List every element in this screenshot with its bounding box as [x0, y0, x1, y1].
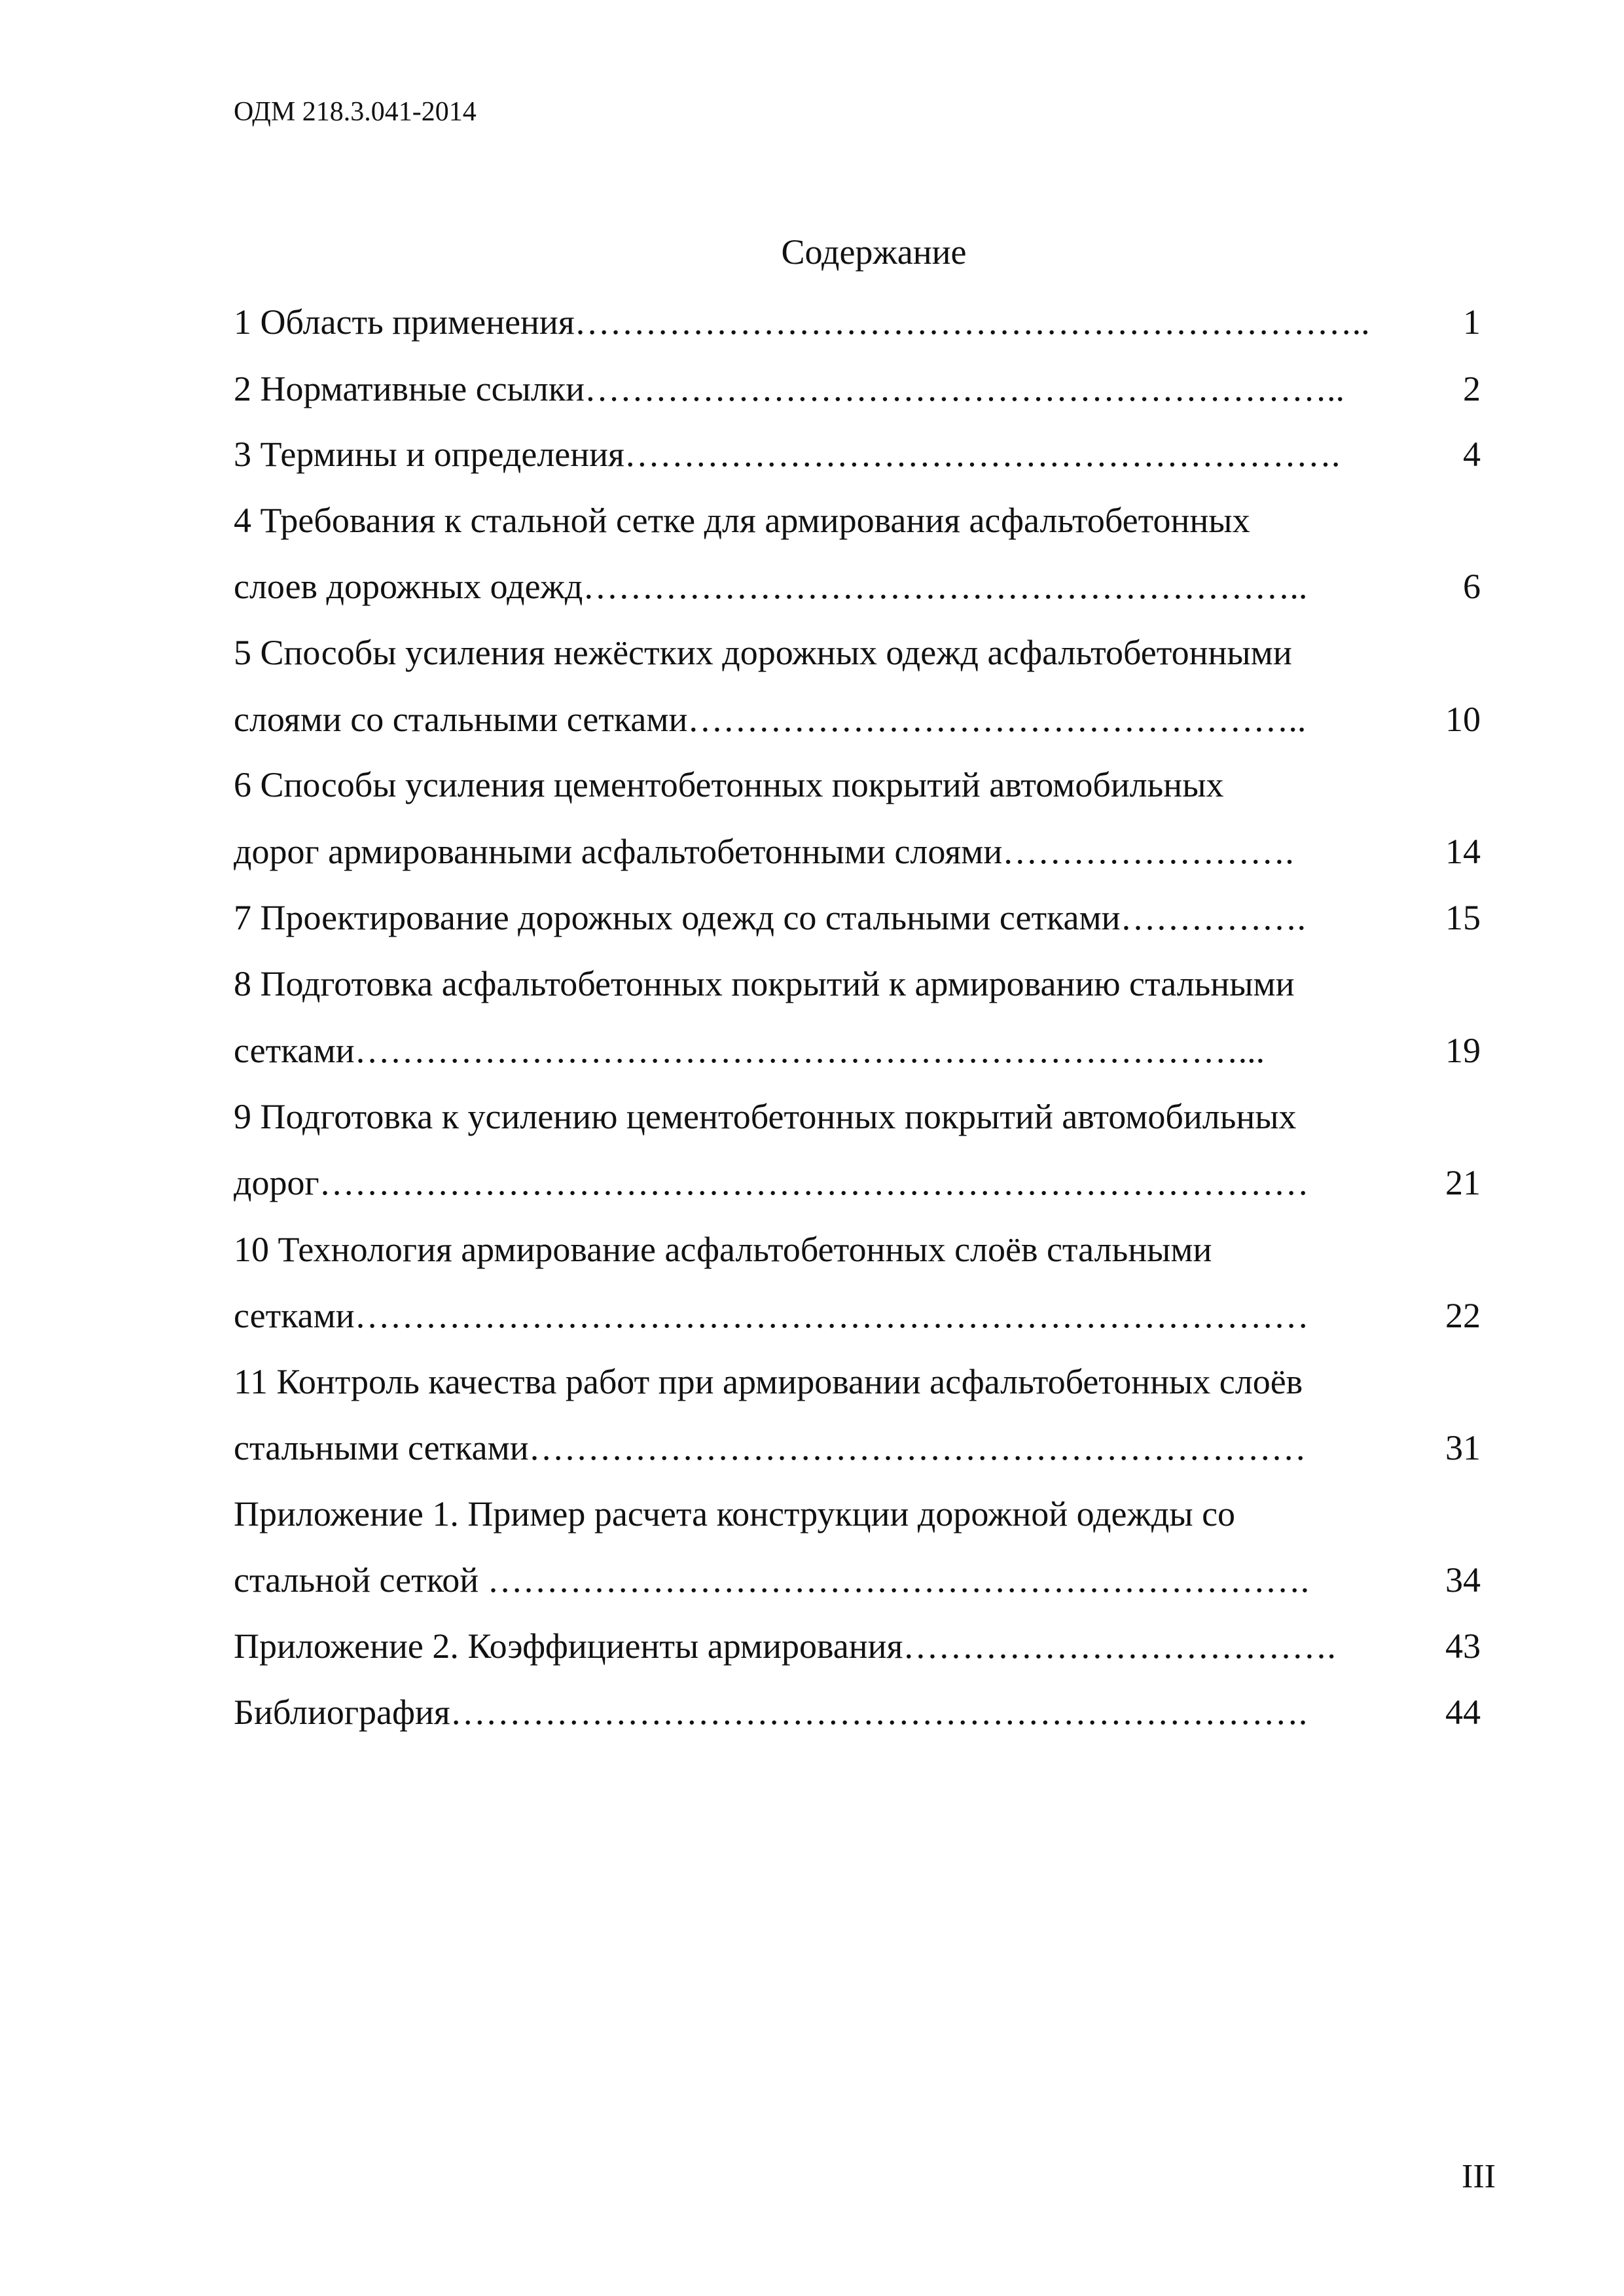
toc-entry-text: дорог армированными асфальтобетонными слоями……………………. — [234, 832, 1294, 871]
toc-entry-page: 4 — [1463, 435, 1481, 474]
toc-entry-text: 6 Способы усиления цементобетонных покрытий автомобильных — [234, 765, 1224, 804]
toc-entry-text: стальной сеткой ……………………………………………………………. — [234, 1560, 1310, 1600]
toc-entry-page: 10 — [1445, 700, 1481, 739]
toc-entry-text: 8 Подготовка асфальтобетонных покрытий к армированию стальными — [234, 964, 1295, 1003]
toc-entry-text: 2 Нормативные ссылки……………………………………………………….. — [234, 369, 1344, 408]
toc-entry-text: сетками……………………………………………………………………… — [234, 1296, 1309, 1335]
toc-entry-text: Приложение 2. Коэффициенты армирования………………………………. — [234, 1626, 1336, 1666]
toc-entry-page: 22 — [1445, 1296, 1481, 1335]
toc-entry-text: дорог………………………………………………………………………… — [234, 1163, 1309, 1202]
toc-entry-page: 43 — [1445, 1626, 1481, 1666]
toc-entry-page: 2 — [1463, 369, 1481, 408]
toc-entry-text: 9 Подготовка к усилению цементобетонных покрытий автомобильных — [234, 1097, 1297, 1136]
toc-entry-text: 7 Проектирование дорожных одежд со стальными сетками……………. — [234, 898, 1307, 937]
toc-entry-page: 15 — [1445, 898, 1481, 937]
toc-entry-page: 31 — [1445, 1428, 1481, 1467]
toc-entry-page: 1 — [1463, 302, 1481, 342]
toc-entry-page: 44 — [1445, 1693, 1481, 1732]
toc-entry-page: 34 — [1445, 1560, 1481, 1600]
toc-entry-text: 10 Технология армирование асфальтобетонных слоёв стальными — [234, 1230, 1212, 1269]
toc-entry-page: 19 — [1445, 1031, 1481, 1070]
toc-entry-page: 6 — [1463, 567, 1481, 606]
toc-entry-text: слоями со стальными сетками…………………………………………….. — [234, 700, 1307, 739]
toc-entry-text: 4 Требования к стальной сетке для армирования асфальтобетонных — [234, 501, 1250, 540]
toc-entry-text: 5 Способы усиления нежёстких дорожных одежд асфальтобетонными — [234, 633, 1292, 672]
toc-title: Содержание — [781, 232, 967, 272]
toc-entry-text: сетками…………………………………………………………………... — [234, 1031, 1265, 1070]
toc-entry-text: слоев дорожных одежд…………………………………………………….. — [234, 567, 1308, 606]
toc-entry-text: стальными сетками………………………………………………………… — [234, 1428, 1307, 1467]
toc-entry-text: 3 Термины и определения……………………………………………………. — [234, 435, 1341, 474]
toc-entry-page: 21 — [1445, 1163, 1481, 1202]
document-code: ОДМ 218.3.041-2014 — [234, 97, 477, 127]
toc-entry-page: 14 — [1445, 832, 1481, 871]
toc-entry-text: Приложение 1. Пример расчета конструкции дорожной одежды со — [234, 1494, 1236, 1534]
page-number: III — [1462, 2158, 1496, 2195]
toc-entry-text: 1 Область применения………………………………………………………….. — [234, 302, 1370, 342]
toc-entry-text: Библиография………………………………………………………………. — [234, 1693, 1308, 1732]
toc-entry-text: 11 Контроль качества работ при армировании асфальтобетонных слоёв — [234, 1362, 1303, 1401]
